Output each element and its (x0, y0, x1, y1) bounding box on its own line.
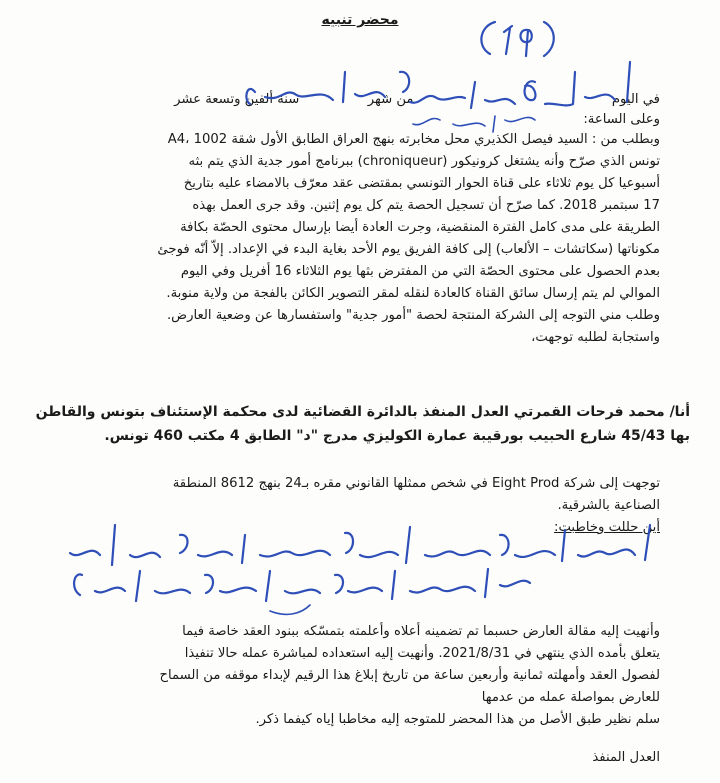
signature-label: العدل المنفذ (592, 750, 660, 765)
company-line: الصناعية بالشرقية. (557, 498, 660, 513)
document-title: محضر تنبيه (321, 12, 399, 28)
date-line (60, 90, 660, 110)
month-label: من شهر (367, 92, 414, 107)
request-line: واستجابة لطلبه توجهت، (531, 330, 660, 345)
bailiff-line: بها 45/43 شارع الحبيب بورقيبة عمارة الكوليزي مدرج "د" الطابق 4 مكتب 460 تونس. (104, 428, 690, 444)
closing-line: يتعلق بأمده الذي ينتهي في 2021/8/31. وأنهيت إليه استعداده لمباشرة عمله حالا تنفيذا (184, 646, 660, 661)
time-line (60, 110, 660, 130)
time-label: وعلى الساعة: (583, 112, 660, 127)
bailiff-line: أنا/ محمد فرحات القمرتي العدل المنفذ بالدائرة القضائية لدى محكمة الإستئناف بتونس والقاطن (35, 404, 690, 420)
day-label: في اليوم (611, 92, 660, 107)
request-line: تونس الذي صرّح وأنه يشتغل كرونيكور (chroniqueur) ببرنامج أمور جدية الذي يتم بثه (188, 154, 660, 169)
closing-line: لفصول العقد وأمهلته ثمانية وأربعين ساعة من تاريخ إبلاغ هذا الرقيم لإبداء موقفه من السماح (159, 668, 660, 683)
request-line: بعدم الحصول على محتوى الحصّة التي من المفترض بثها يوم الثلاثاء 16 أفريل وفي اليوم (180, 264, 660, 279)
request-line: الطريقة على مدى كامل الفترة المنقضية، وجرت العادة أيضا بإرسال محتوى الحصّة بكافة (180, 220, 660, 235)
request-line: أسبوعيا كل يوم ثلاثاء على قناة الحوار التونسي بمقتضى عقد معرّف بالامضاء عليه بتاريخ (183, 176, 660, 191)
request-line: مكوناتها (سكاتشات – الألعاب) إلى كافة الفريق يوم الأحد بغاية البدء في الإعداد. إلاّ أنّه فوجئ (157, 242, 660, 257)
request-line: وبطلب من : السيد فيصل الكذيري محل مخابرته بنهج العراق الطابق الأول شقة A4، 1002 (167, 132, 660, 147)
company-line: توجهت إلى شركة Eight Prod في شخص ممثلها القانوني مقره بـ24 بنهج 8612 المنطقة (172, 476, 660, 491)
closing-line: وأنهيت إليه مقالة العارض حسبما تم تضمينه أعلاه وأعلمته بتمسّكه ببنود العقد خاصة فيما (182, 624, 660, 639)
addressee-label: أين حللت وخاطبت: (554, 520, 660, 535)
year-text: سنة ألفين وتسعة عشر (174, 92, 300, 107)
request-line: الموالي لم يتم إرسال سائق القناة كالعادة لنقله لمقر التصوير الكائن بالفجة من ولاية منوبة. (166, 286, 660, 301)
request-line: 17 سبتمبر 2018. كما صرّح أن تسجيل الحصة يتم كل يوم إثنين. وقد جرى العمل بهذه (192, 198, 660, 213)
request-line: وطلب مني التوجه إلى الشركة المنتجة لحصة "أمور جدية" واستفسارها عن وضعية العارض. (166, 308, 660, 323)
closing-line: للعارض بمواصلة عمله من عدمها (481, 690, 660, 705)
closing-line: سلم نظير طبق الأصل من هذا المحضر للمتوجه إليه مخاطبا إياه كيفما ذكر. (255, 712, 660, 727)
